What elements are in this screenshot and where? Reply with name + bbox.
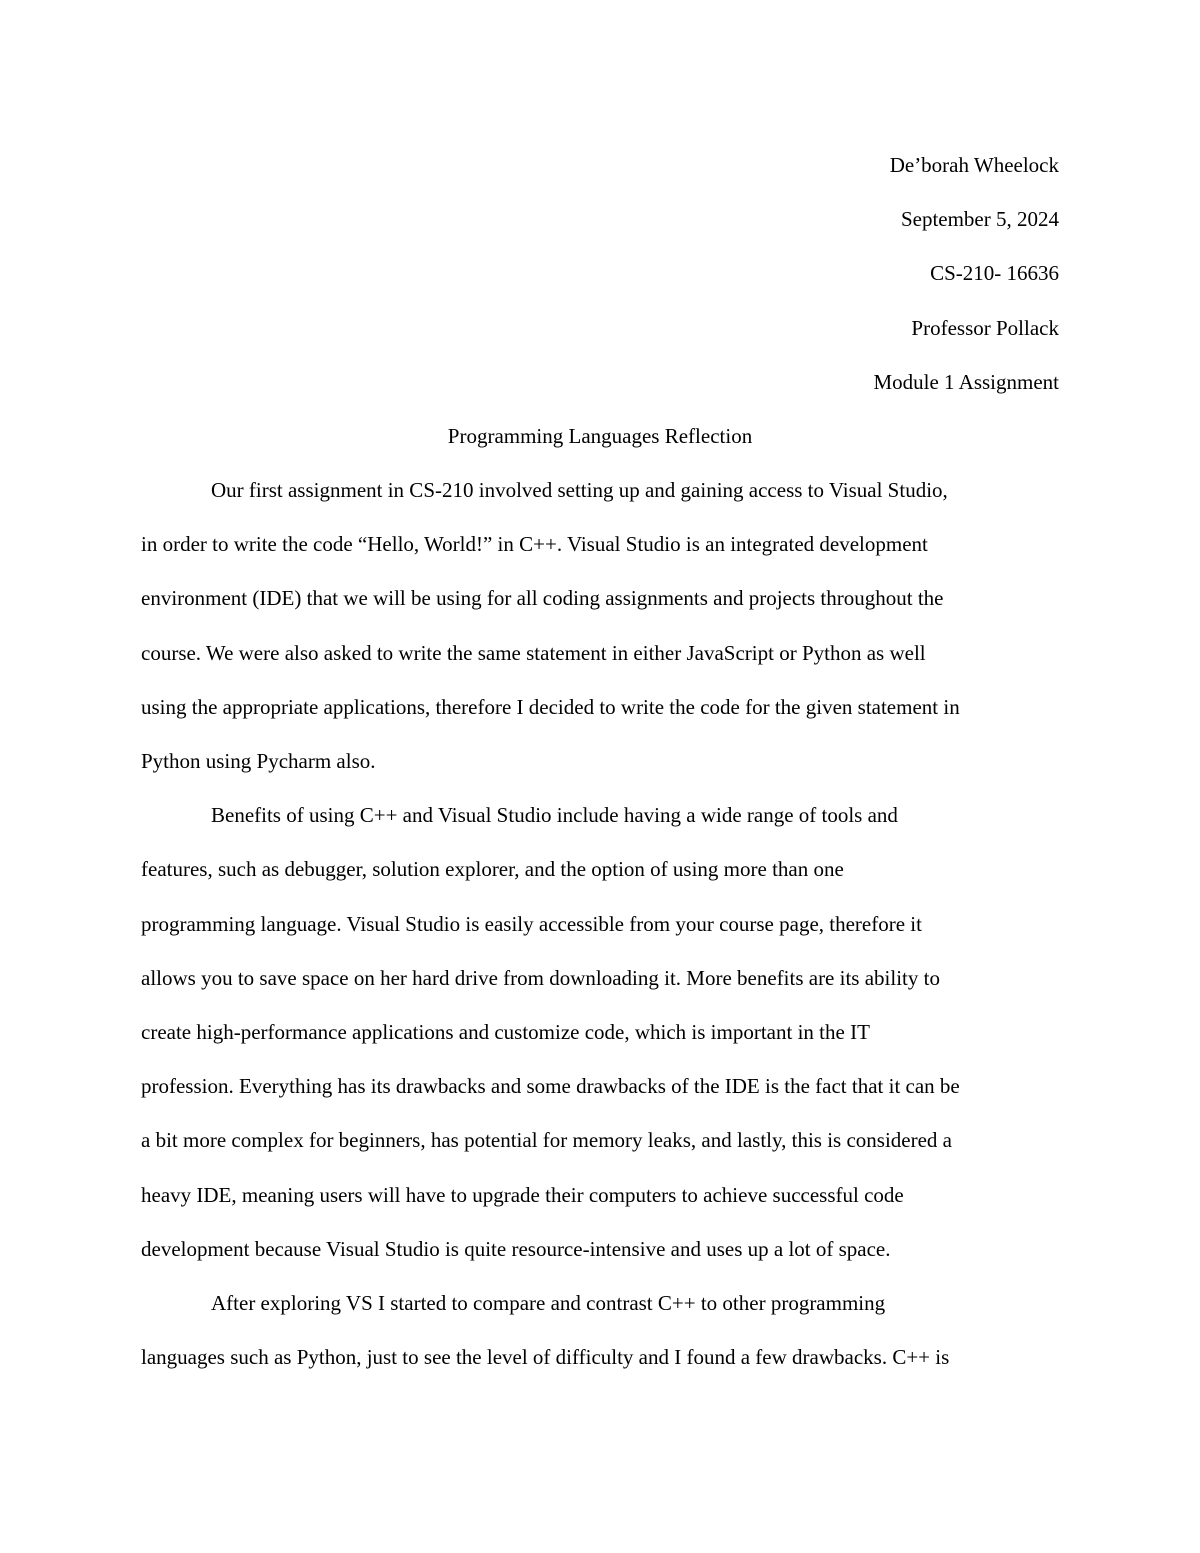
text-line: features, such as debugger, solution explorer, and the option of using more than one bbox=[141, 857, 844, 882]
course-code: CS-210- 16636 bbox=[930, 261, 1059, 286]
text-line: environment (IDE) that we will be using for all coding assignments and projects throughout the bbox=[141, 586, 944, 611]
text-line: After exploring VS I started to compare and contrast C++ to other programming bbox=[211, 1291, 886, 1316]
date-line: September 5, 2024 bbox=[900, 207, 1059, 232]
author-name: De’borah Wheelock bbox=[889, 153, 1059, 177]
text-line: Benefits of using C++ and Visual Studio include having a wide range of tools and bbox=[211, 803, 898, 828]
text-line: Python using Pycharm also. bbox=[141, 749, 376, 774]
paragraph-2 bbox=[141, 788, 1061, 1276]
text-line: course. We were also asked to write the same statement in either JavaScript or Python as well bbox=[141, 640, 926, 665]
professor-name: Professor Pollack bbox=[911, 315, 1059, 340]
text-line: in order to write the code “Hello, World!” in C++. Visual Studio is an integrated development bbox=[141, 532, 928, 557]
text-line: programming language. Visual Studio is easily accessible from your course page, therefore it bbox=[141, 911, 922, 936]
text-line: profession. Everything has its drawbacks and some drawbacks of the IDE is the fact that it can be bbox=[141, 1074, 960, 1099]
text-line: a bit more complex for beginners, has potential for memory leaks, and lastly, this is considered a bbox=[141, 1128, 953, 1153]
text-line: allows you to save space on her hard drive from downloading it. More benefits are its ability to bbox=[141, 965, 940, 990]
text-line: create high-performance applications and customize code, which is important in the IT bbox=[141, 1020, 870, 1045]
text-line: heavy IDE, meaning users will have to upgrade their computers to achieve successful code bbox=[141, 1182, 904, 1207]
text-line: development because Visual Studio is quite resource-intensive and uses up a lot of space. bbox=[141, 1236, 891, 1261]
text-line: languages such as Python, just to see the level of difficulty and I found a few drawbacks. C++ is bbox=[141, 1345, 950, 1370]
paragraph-1 bbox=[141, 463, 1061, 788]
paragraph-3 bbox=[141, 1276, 1061, 1384]
text-line: using the appropriate applications, therefore I decided to write the code for the given statement in bbox=[141, 694, 960, 719]
text-line: Our first assignment in CS-210 involved setting up and gaining access to Visual Studio, bbox=[211, 478, 948, 502]
assignment-name: Module 1 Assignment bbox=[873, 369, 1059, 394]
document-title: Programming Languages Reflection bbox=[447, 424, 753, 448]
document-body bbox=[141, 463, 1061, 1384]
header-block bbox=[359, 138, 1059, 409]
